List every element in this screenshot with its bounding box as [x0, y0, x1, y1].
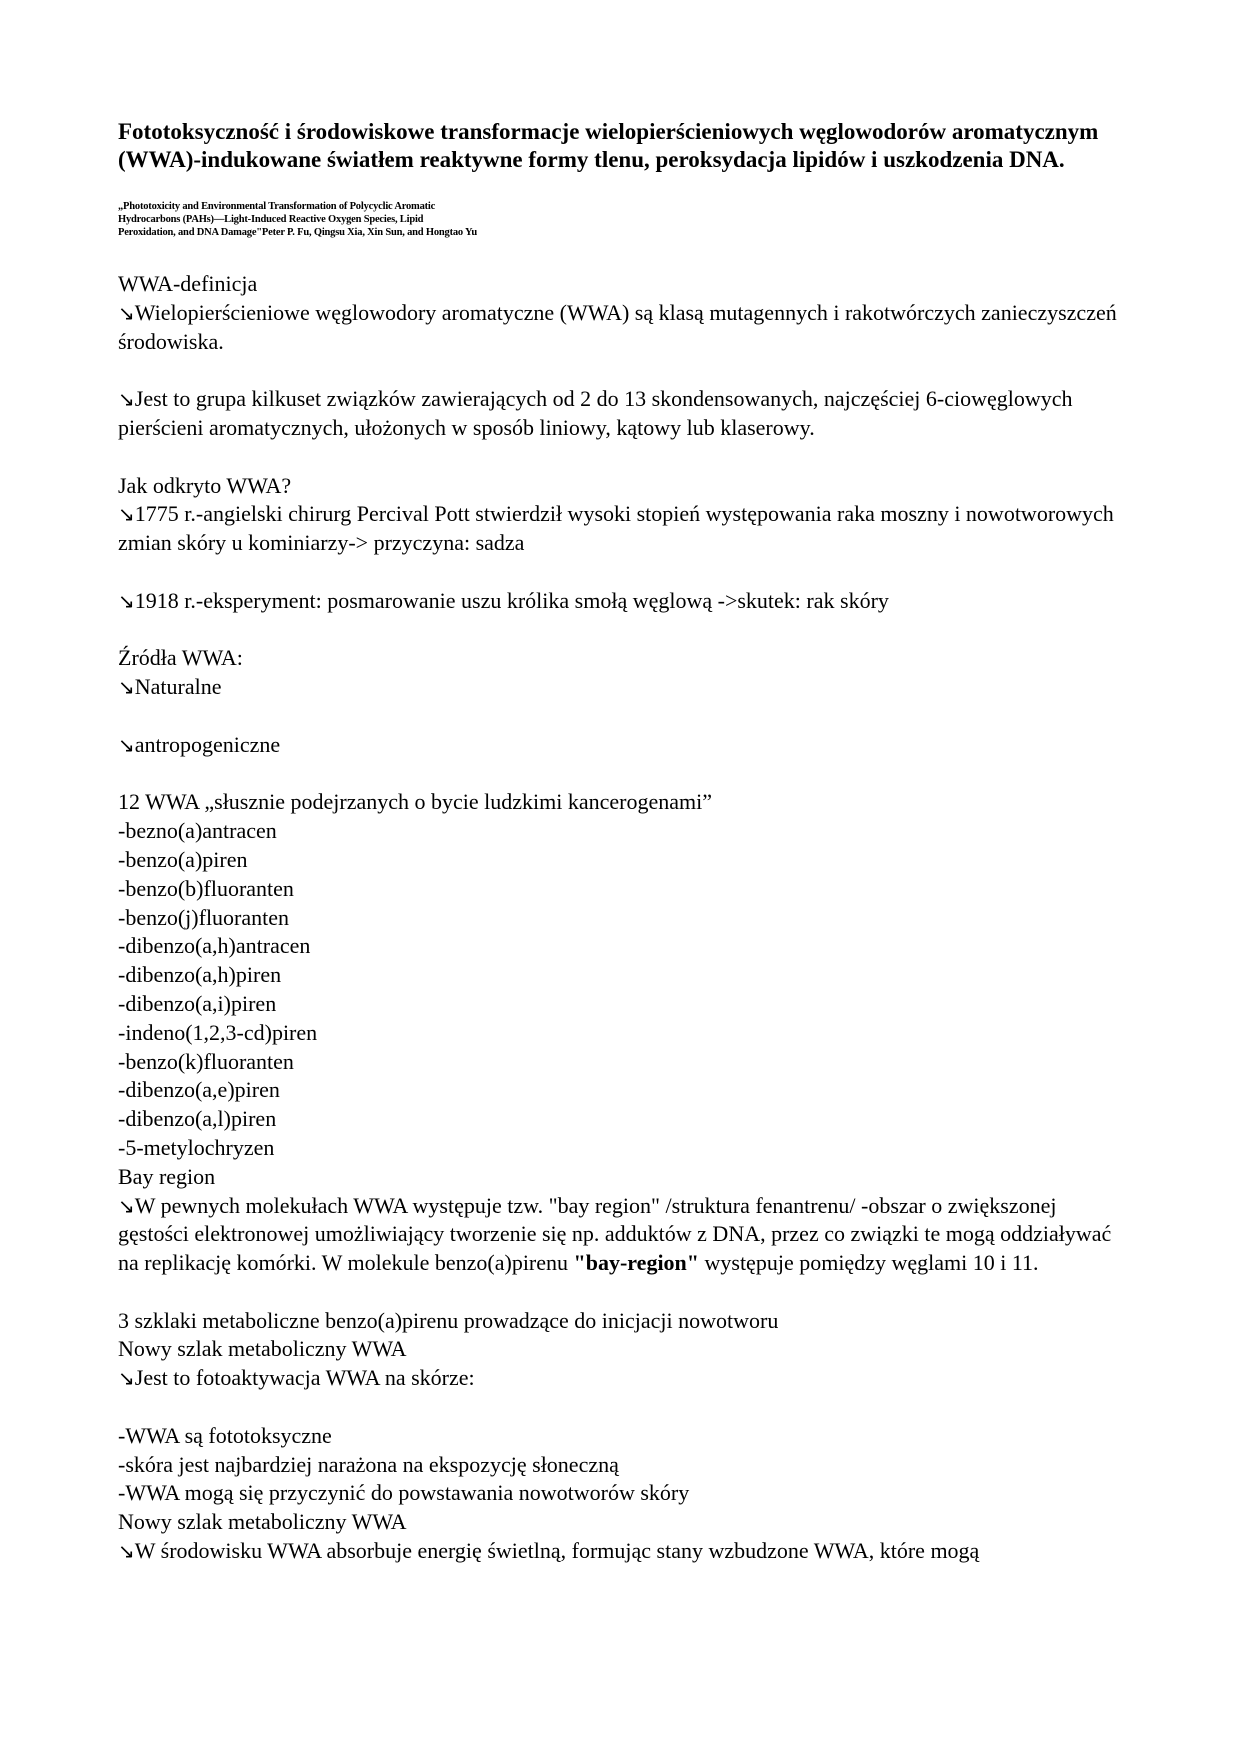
arrow-icon: ↘	[118, 732, 135, 757]
paragraph: ↘antropogeniczne	[118, 731, 281, 757]
list-item: -WWA są fototoksyczne	[118, 1422, 332, 1448]
paragraph: ↘W środowisku WWA absorbuje energię świetlną, formując stany wzbudzone WWA, które mogą	[118, 1538, 980, 1564]
section-heading: Nowy szlak metaboliczny WWA	[118, 1509, 407, 1535]
list-item: -5-metylochryzen	[118, 1134, 275, 1160]
arrow-icon: ↘	[118, 1539, 135, 1564]
list-item: -benzo(k)fluoranten	[118, 1048, 294, 1074]
list-item: -dibenzo(a,i)piren	[118, 990, 277, 1016]
paragraph: ↘1775 r.-angielski chirurg Percival Pott stwierdził wysoki stopień występowania raka moszny i nowotworowych zmian skóry u kominiarzy-> przyczyna: sadza	[118, 501, 1114, 556]
list-item: -skóra jest najbardziej narażona na ekspozycję słoneczną	[118, 1451, 619, 1477]
arrow-icon: ↘	[118, 387, 135, 412]
paragraph: ↘Naturalne	[118, 674, 222, 700]
list-item: -dibenzo(a,l)piren	[118, 1106, 277, 1132]
paragraph: 3 szklaki metaboliczne benzo(a)pirenu prowadzące do inicjacji nowotworu	[118, 1307, 779, 1333]
paragraph: ↘Jest to fotoaktywacja WWA na skórze:	[118, 1365, 475, 1391]
section-heading: Bay region	[118, 1163, 216, 1189]
document-title: Fototoksyczność i środowiskowe transformacje wielopierścieniowych węglowodorów aromatycznym (WWA)-indukowane światłem reaktywne formy tlenu, peroksydacja lipidów i uszkodzenia DNA.	[118, 119, 1099, 172]
arrow-icon: ↘	[118, 502, 135, 527]
reference-line: Hydrocarbons (PAHs)—Light-Induced Reactive Oxygen Species, Lipid	[118, 214, 424, 225]
section-heading: 12 WWA „słusznie podejrzanych o bycie ludzkimi kancerogenami”	[118, 789, 712, 815]
compound-list	[118, 817, 1118, 1163]
list-item: -dibenzo(a,h)piren	[118, 962, 282, 988]
section-heading: Nowy szlak metaboliczny WWA	[118, 1336, 407, 1362]
list-item: -benzo(j)fluoranten	[118, 904, 290, 930]
paragraph: ↘Wielopierścieniowe węglowodory aromatyczne (WWA) są klasą mutagennych i rakotwórczych zanieczyszczeń środowiska.	[118, 299, 1117, 354]
arrow-icon: ↘	[118, 1366, 135, 1391]
arrow-icon: ↘	[118, 675, 135, 700]
arrow-icon: ↘	[118, 1193, 135, 1218]
list-item: -benzo(a)piren	[118, 846, 248, 872]
list-item: -bezno(a)antracen	[118, 818, 277, 844]
section-heading: Źródła WWA:	[118, 645, 243, 671]
paragraph: ↘W pewnych molekułach WWA występuje tzw. "bay region" /struktura fenantrenu/ -obszar o zwiększonej gęstości elektronowej umożliwiający tworzenie się np. adduktów z DNA, przez co związki te mogą oddziaływać na replikację komórki. W molekule benzo(a)pirenu "bay-region" występuje pomiędzy węglami 10 i 11.	[118, 1192, 1112, 1276]
paragraph: ↘Jest to grupa kilkuset związków zawierających od 2 do 13 skondensowanych, najczęściej 6-ciowęglowych pierścieni aromatycznych, ułożonych w sposób liniowy, kątowy lub klaserowy.	[118, 386, 1073, 440]
document-body	[118, 270, 1118, 1566]
section-heading: WWA-definicja	[118, 271, 258, 296]
list-item: -indeno(1,2,3-cd)piren	[118, 1019, 318, 1045]
reference-line: Peroxidation, and DNA Damage"Peter P. Fu, Qingsu Xia, Xin Sun, and Hongtao Yu	[118, 227, 478, 238]
document-page	[118, 118, 1118, 1566]
arrow-icon: ↘	[118, 300, 135, 325]
list-item: -dibenzo(a,h)antracen	[118, 933, 311, 959]
arrow-icon: ↘	[118, 588, 135, 613]
list-item: -dibenzo(a,e)piren	[118, 1077, 280, 1103]
section-heading: Jak odkryto WWA?	[118, 472, 292, 498]
list-item: -benzo(b)fluoranten	[118, 875, 294, 901]
reference-line: „Phototoxicity and Environmental Transformation of Polycyclic Aromatic	[118, 201, 436, 212]
list-item: -WWA mogą się przyczynić do powstawania nowotworów skóry	[118, 1480, 690, 1506]
paragraph: ↘1918 r.-eksperyment: posmarowanie uszu królika smołą węglową ->skutek: rak skóry	[118, 587, 889, 613]
reference-citation	[118, 200, 1118, 239]
